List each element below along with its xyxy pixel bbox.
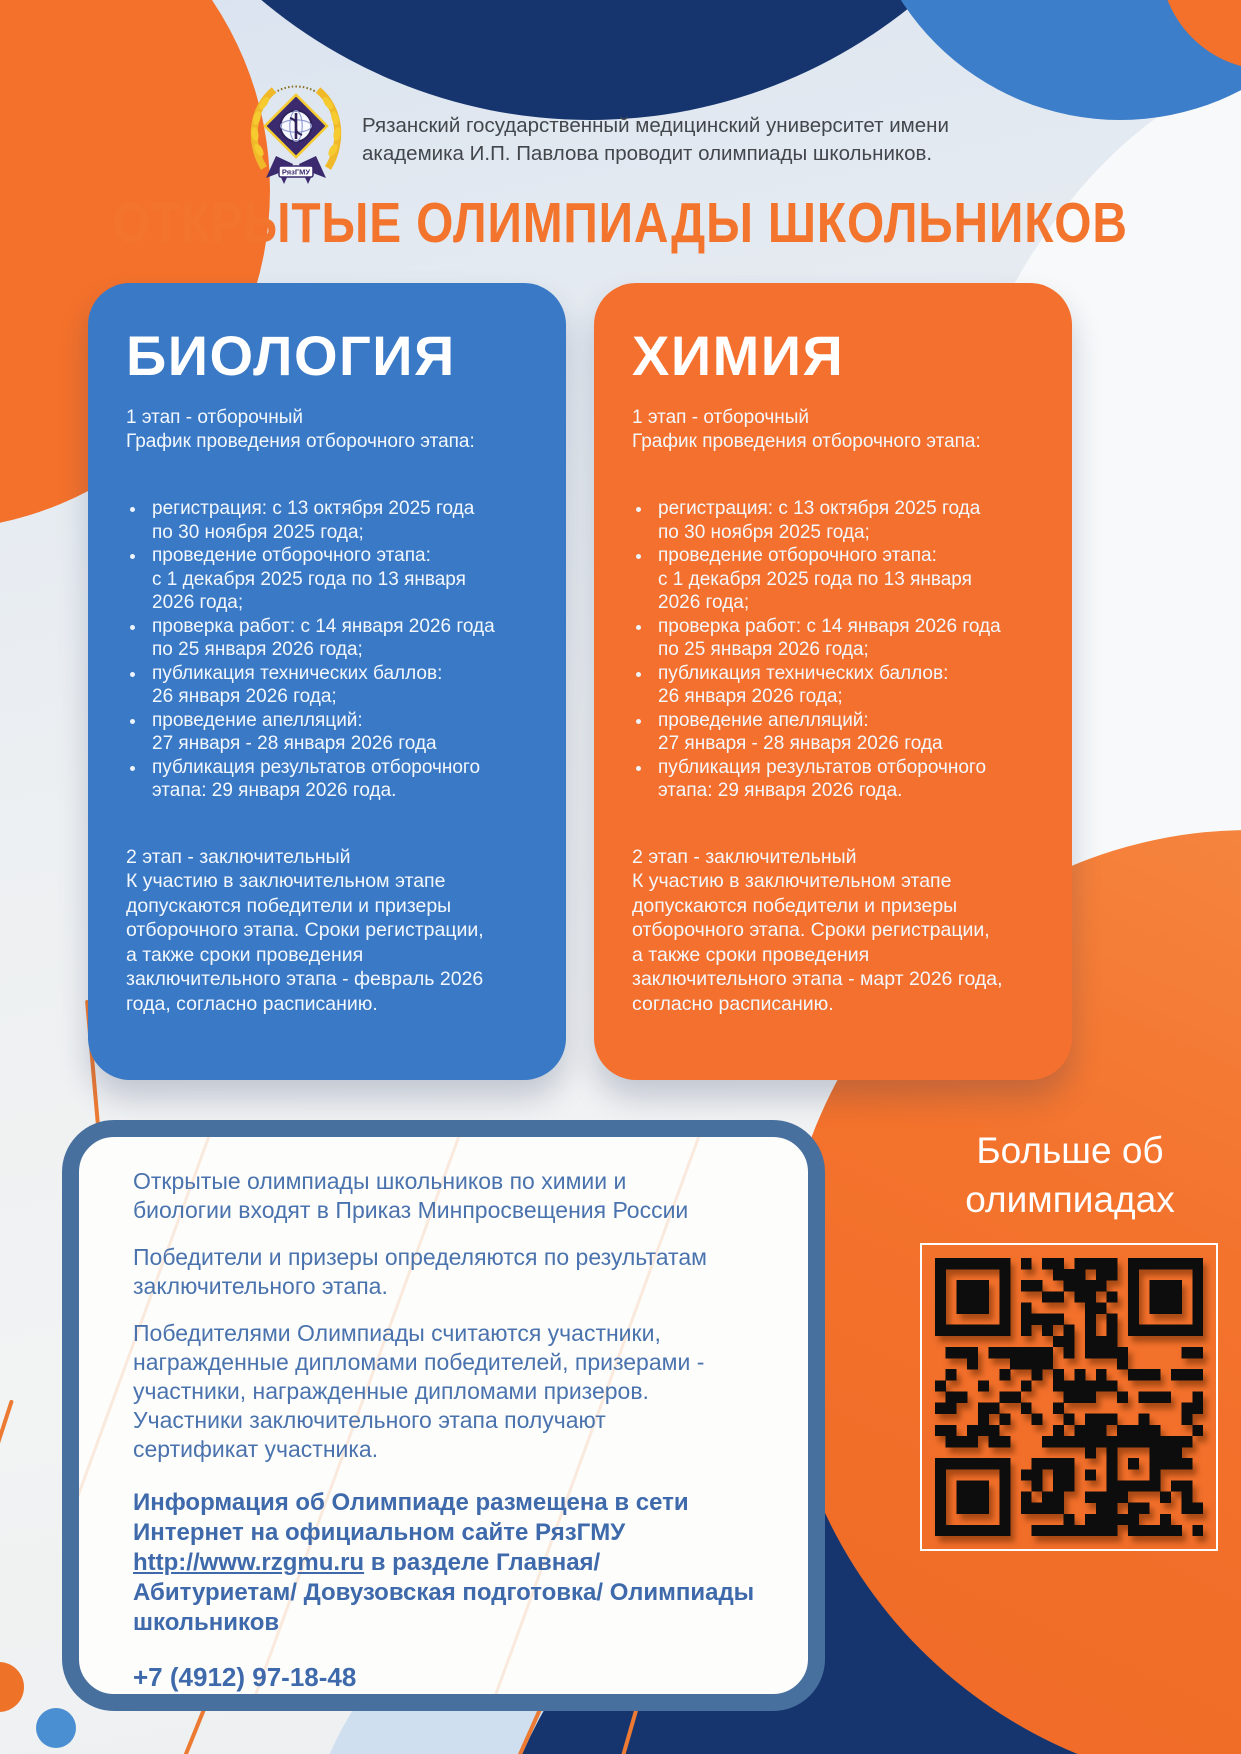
biology-card: [88, 283, 566, 1080]
bullet-dot-icon: [126, 662, 152, 709]
bullet-dot-icon: [126, 756, 152, 803]
chemistry-stage1: 1 этап - отборочный График проведения отборочного этапа:: [632, 407, 981, 452]
bullet-dot-icon: [126, 497, 152, 544]
poster-title: ОТКРЫТЫЕ ОЛИМПИАДЫ ШКОЛЬНИКОВ: [112, 191, 1129, 255]
bullet-dot-icon: [632, 615, 658, 662]
bullet-dot-icon: [632, 497, 658, 544]
chemistry-schedule-list: [632, 497, 1034, 803]
decor-dot-blue: [36, 1708, 76, 1748]
bullet-dot-icon: [126, 544, 152, 615]
schedule-item: регистрация: с 13 октября 2025 года по 30 ноября 2025 года;: [126, 497, 528, 544]
info-paragraph-order: Открытые олимпиады школьников по химии и биологии входят в Приказ Минпросвещения России: [133, 1168, 689, 1223]
info-paragraph-diplomas: Победителями Олимпиады считаются участники, награжденные дипломами победителей, призерами - участники, награжденные дипломами призеров. Участники заключительного этапа получают сертификат участника.: [133, 1320, 705, 1462]
bullet-dot-icon: [632, 544, 658, 615]
bullet-dot-icon: [632, 662, 658, 709]
info-card: [62, 1120, 825, 1711]
schedule-item: публикация технических баллов: 26 января 2026 года;: [126, 662, 528, 709]
qr-section-title: Больше об олимпиадах: [965, 1130, 1175, 1220]
schedule-item: проведение апелляций: 27 января - 28 января 2026 года: [126, 709, 528, 756]
logo-abbr-text: РязГМУ: [281, 167, 311, 177]
info-website-note: Информация об Олимпиаде размещена в сети Интернет на официальном сайте РязГМУ http://www.rzgmu.ru в разделе Главная/ Абитуриетам/ Довузовская подготовка/ Олимпиады школьников: [133, 1489, 755, 1636]
rzgmu-site-link[interactable]: http://www.rzgmu.ru: [133, 1549, 365, 1576]
schedule-item: публикация технических баллов: 26 января 2026 года;: [632, 662, 1034, 709]
schedule-item: проведение отборочного этапа: с 1 декабря 2025 года по 13 января 2026 года;: [126, 544, 528, 615]
bullet-dot-icon: [126, 709, 152, 756]
schedule-item: проверка работ: с 14 января 2026 года по 25 января 2026 года;: [126, 615, 528, 662]
schedule-item: проверка работ: с 14 января 2026 года по 25 января 2026 года;: [632, 615, 1034, 662]
phone-number: +7 (4912) 97-18-48: [133, 1662, 357, 1692]
decor-dot-orange: [0, 1662, 24, 1712]
biology-stage2: 2 этап - заключительный К участию в заключительном этапе допускаются победители и призеры отборочного этапа. Сроки регистрации, а также сроки проведения заключительного этапа - февраль 2026 года, согласно расписанию.: [126, 845, 484, 1015]
schedule-item: регистрация: с 13 октября 2025 года по 30 ноября 2025 года;: [632, 497, 1034, 544]
biology-schedule-list: [126, 497, 528, 803]
chemistry-card: [594, 283, 1072, 1080]
biology-stage1: 1 этап - отборочный График проведения отборочного этапа:: [126, 407, 475, 452]
schedule-item: проведение апелляций: 27 января - 28 января 2026 года: [632, 709, 1034, 756]
schedule-item: публикация результатов отборочного этапа: 29 января 2026 года.: [126, 756, 528, 803]
university-name: [362, 112, 949, 167]
bullet-dot-icon: [126, 615, 152, 662]
bullet-dot-icon: [632, 709, 658, 756]
university-name-line2: академика И.П. Павлова проводит олимпиады школьников.: [362, 141, 933, 165]
university-name-line1: Рязанский государственный медицинский университет имени: [362, 114, 949, 137]
chemistry-stage2: 2 этап - заключительный К участию в заключительном этапе допускаются победители и призеры отборочного этапа. Сроки регистрации, а также сроки проведения заключительного этапа - март 2026 года, согласно расписанию.: [632, 845, 1003, 1015]
biology-card-title: БИОЛОГИЯ: [126, 324, 456, 387]
bullet-dot-icon: [632, 756, 658, 803]
qr-code: [920, 1243, 1218, 1551]
chemistry-card-title: ХИМИЯ: [632, 324, 845, 387]
schedule-item: публикация результатов отборочного этапа: 29 января 2026 года.: [632, 756, 1034, 803]
university-emblem-logo: [246, 80, 346, 190]
schedule-item: проведение отборочного этапа: с 1 декабря 2025 года по 13 января 2026 года;: [632, 544, 1034, 615]
info-paragraph-winners: Победители и призеры определяются по результатам заключительного этапа.: [133, 1244, 707, 1299]
